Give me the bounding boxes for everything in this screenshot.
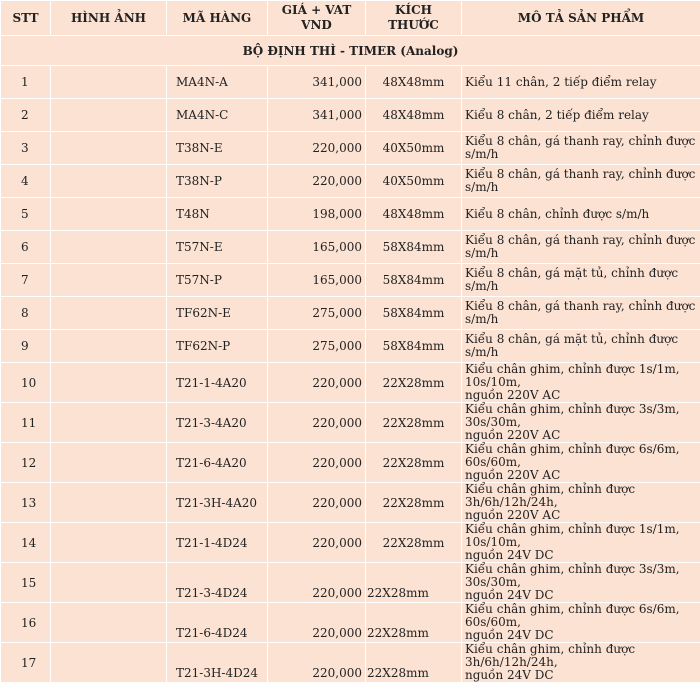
header-price-line2: VND [301,18,332,32]
stt-cell: 11 [1,403,51,443]
image-cell [51,132,167,165]
size-cell: 22X28mm [366,443,462,483]
stt-cell: 2 [1,99,51,132]
size-cell: 22X28mm [366,643,462,683]
price-cell: 275,000 [268,297,366,330]
desc-line: nguồn 24V DC [465,668,554,682]
header-row [1,1,700,36]
stt-cell: 6 [1,231,51,264]
desc-line: Kiểu 8 chân, gá mặt tủ, chỉnh được s/m/h [465,332,678,359]
stt-cell: 7 [1,264,51,297]
desc-cell [462,563,700,603]
code-cell: T21-3H-4D24 [167,643,268,683]
code-cell: T21-1-4A20 [167,363,268,403]
stt-cell: 9 [1,330,51,363]
desc-cell [462,403,700,443]
code-cell: TF62N-E [167,297,268,330]
price-cell: 198,000 [268,198,366,231]
desc-line: Kiểu 8 chân, gá thanh ray, chỉnh được s/m/h [465,233,695,260]
code-cell: T57N-P [167,264,268,297]
header-image: HÌNH ẢNH [51,1,167,36]
table-row [1,523,700,563]
desc-cell [462,483,700,523]
desc-cell [462,603,700,643]
desc-line: Kiểu chân ghim, chỉnh được 1s/1m, 10s/10m, [465,362,680,389]
code-cell: MA4N-C [167,99,268,132]
image-cell [51,297,167,330]
image-cell [51,264,167,297]
image-cell [51,483,167,523]
image-cell [51,443,167,483]
desc-cell [462,643,700,683]
desc-line: nguồn 220V AC [465,508,560,522]
desc-line: Kiểu chân ghim, chỉnh được 1s/1m, 10s/10m, [465,522,680,549]
code-cell: T38N-P [167,165,268,198]
desc-line: Kiểu 11 chân, 2 tiếp điểm relay [465,75,656,89]
desc-line: Kiểu 8 chân, gá thanh ray, chỉnh được s/m/h [465,167,695,194]
desc-cell [462,132,700,165]
code-cell: T48N [167,198,268,231]
desc-line: Kiểu chân ghim, chỉnh được 3s/3m, 30s/30m, [465,562,680,589]
desc-line: nguồn 24V DC [465,588,554,602]
code-cell: T21-3-4A20 [167,403,268,443]
desc-line: Kiểu 8 chân, gá thanh ray, chỉnh được s/m/h [465,134,695,161]
header-code: MÃ HÀNG [167,1,268,36]
size-cell: 48X48mm [366,99,462,132]
desc-line: nguồn 220V AC [465,388,560,402]
code-cell: MA4N-A [167,66,268,99]
size-cell: 48X48mm [366,66,462,99]
header-price-line1: GIÁ + VAT [282,3,352,17]
desc-cell [462,231,700,264]
stt-cell: 14 [1,523,51,563]
image-cell [51,403,167,443]
size-cell: 48X48mm [366,198,462,231]
image-cell [51,563,167,603]
table-row [1,483,700,523]
image-cell [51,99,167,132]
image-cell [51,643,167,683]
price-cell: 220,000 [268,603,366,643]
table-row [1,330,700,363]
desc-cell [462,264,700,297]
stt-cell: 5 [1,198,51,231]
desc-cell [462,198,700,231]
image-cell [51,66,167,99]
desc-cell [462,363,700,403]
desc-line: nguồn 220V AC [465,468,560,482]
size-cell: 40X50mm [366,132,462,165]
image-cell [51,363,167,403]
stt-cell: 10 [1,363,51,403]
desc-cell [462,523,700,563]
price-cell: 165,000 [268,231,366,264]
header-stt: STT [1,1,51,36]
size-cell: 22X28mm [366,523,462,563]
size-cell: 22X28mm [366,563,462,603]
table-row [1,403,700,443]
desc-cell [462,330,700,363]
price-cell: 220,000 [268,443,366,483]
desc-line: Kiểu 8 chân, chỉnh được s/m/h [465,207,649,221]
price-cell: 220,000 [268,563,366,603]
table-row [1,99,700,132]
stt-cell: 13 [1,483,51,523]
table-row [1,132,700,165]
image-cell [51,198,167,231]
header-desc: MÔ TẢ SẢN PHẨM [462,1,700,36]
section-row [1,36,700,66]
header-size: KÍCH THƯỚC [366,1,462,36]
size-cell: 22X28mm [366,363,462,403]
desc-line: nguồn 24V DC [465,628,554,642]
price-cell: 220,000 [268,363,366,403]
price-cell: 220,000 [268,483,366,523]
image-cell [51,523,167,563]
desc-line: Kiểu chân ghim, chỉnh được 3h/6h/12h/24h, [465,482,635,509]
code-cell: T38N-E [167,132,268,165]
table-row [1,264,700,297]
price-cell: 220,000 [268,132,366,165]
size-cell: 58X84mm [366,264,462,297]
table-row [1,363,700,403]
price-cell: 220,000 [268,165,366,198]
image-cell [51,231,167,264]
table-row [1,603,700,643]
code-cell: T21-3H-4A20 [167,483,268,523]
code-cell: T21-1-4D24 [167,523,268,563]
stt-cell: 1 [1,66,51,99]
desc-cell [462,165,700,198]
price-cell: 220,000 [268,643,366,683]
price-cell: 341,000 [268,66,366,99]
price-cell: 341,000 [268,99,366,132]
stt-cell: 17 [1,643,51,683]
price-cell: 165,000 [268,264,366,297]
desc-line: Kiểu chân ghim, chỉnh được 6s/6m, 60s/60m, [465,442,680,469]
desc-cell [462,443,700,483]
section-title: BỘ ĐỊNH THÌ - TIMER (Analog) [1,36,700,66]
size-cell: 58X84mm [366,297,462,330]
desc-line: Kiểu chân ghim, chỉnh được 6s/6m, 60s/60m, [465,602,680,629]
table-row [1,231,700,264]
desc-line: nguồn 220V AC [465,428,560,442]
desc-cell [462,297,700,330]
image-cell [51,165,167,198]
desc-cell [462,99,700,132]
size-cell: 40X50mm [366,165,462,198]
table-row [1,297,700,330]
code-cell: T21-6-4A20 [167,443,268,483]
size-cell: 22X28mm [366,403,462,443]
desc-cell [462,66,700,99]
desc-line: Kiểu chân ghim, chỉnh được 3s/3m, 30s/30m, [465,402,680,429]
desc-line: Kiểu chân ghim, chỉnh được 3h/6h/12h/24h, [465,642,635,669]
stt-cell: 3 [1,132,51,165]
code-cell: TF62N-P [167,330,268,363]
image-cell [51,603,167,643]
stt-cell: 16 [1,603,51,643]
code-cell: T57N-E [167,231,268,264]
size-cell: 58X84mm [366,231,462,264]
table-row [1,563,700,603]
table-row [1,198,700,231]
stt-cell: 15 [1,563,51,603]
stt-cell: 4 [1,165,51,198]
desc-line: Kiểu 8 chân, 2 tiếp điểm relay [465,108,649,122]
price-cell: 220,000 [268,403,366,443]
table-row [1,643,700,683]
table-row [1,165,700,198]
stt-cell: 12 [1,443,51,483]
code-cell: T21-6-4D24 [167,603,268,643]
size-cell: 58X84mm [366,330,462,363]
size-cell: 22X28mm [366,483,462,523]
header-price [268,1,366,36]
desc-line: Kiểu 8 chân, gá mặt tủ, chỉnh được s/m/h [465,266,678,293]
desc-line: Kiểu 8 chân, gá thanh ray, chỉnh được s/m/h [465,299,695,326]
price-cell: 275,000 [268,330,366,363]
stt-cell: 8 [1,297,51,330]
image-cell [51,330,167,363]
table-row [1,443,700,483]
table-row [1,66,700,99]
size-cell: 22X28mm [366,603,462,643]
price-cell: 220,000 [268,523,366,563]
code-cell: T21-3-4D24 [167,563,268,603]
desc-line: nguồn 24V DC [465,548,554,562]
